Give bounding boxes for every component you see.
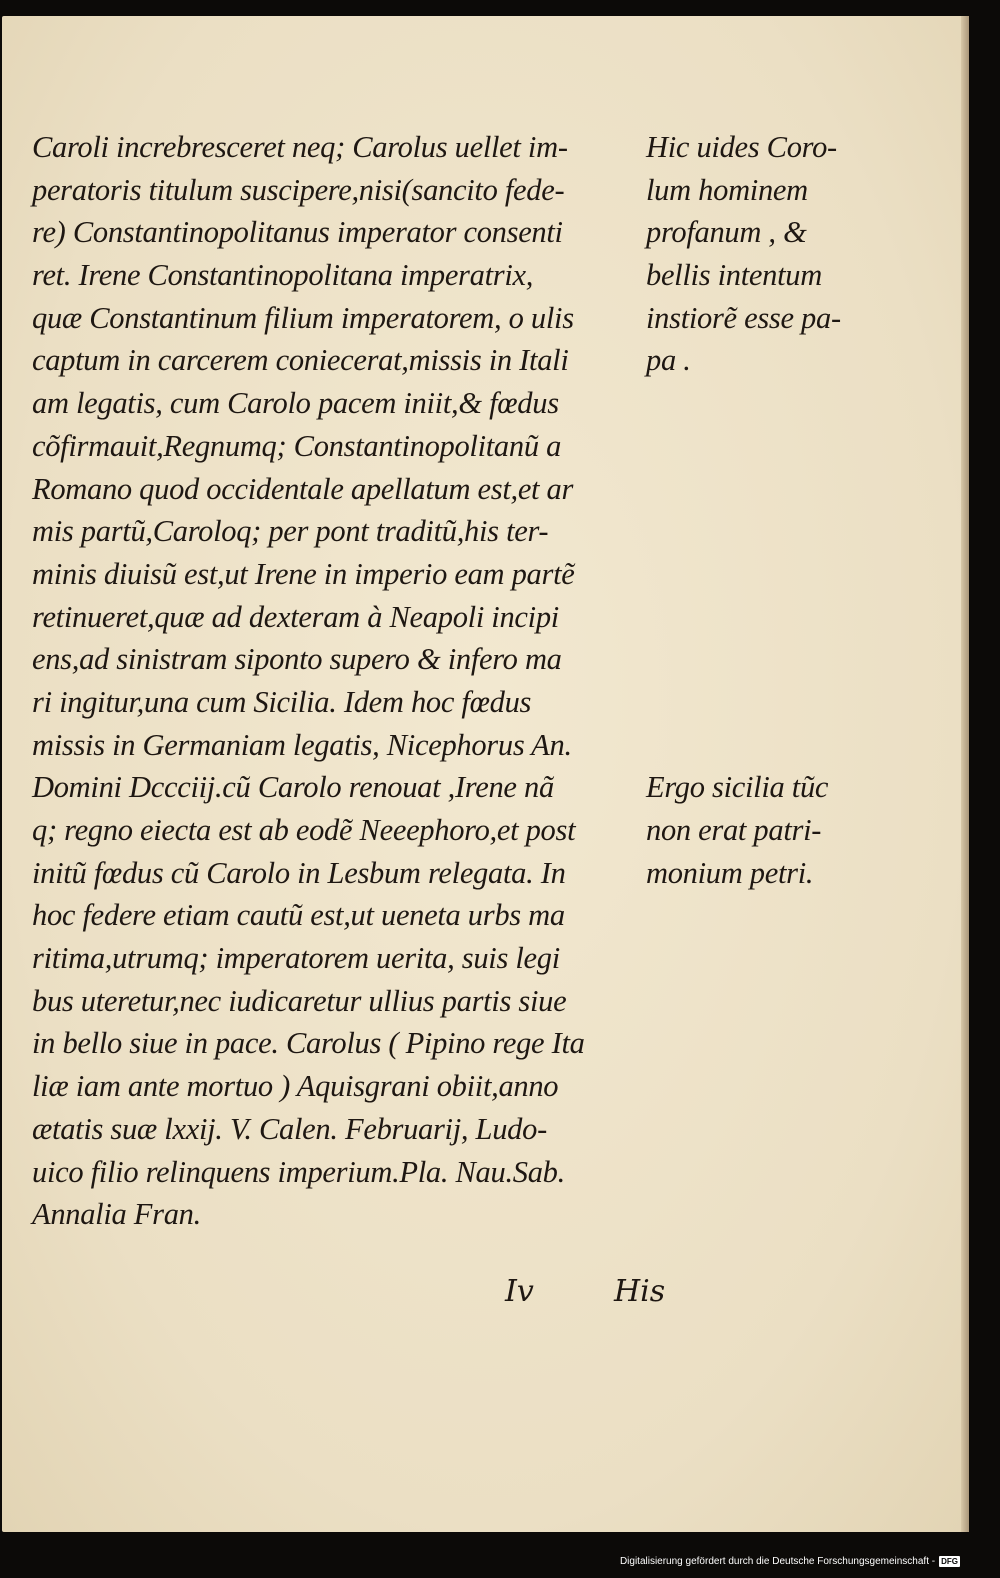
text-line: uico filio relinquens imperium.Pla. Nau.Sab.: [32, 1154, 565, 1189]
text-line: Domini Dccciij.cũ Carolo renouat ,Irene nã: [32, 770, 554, 805]
margin-note-line: pa .: [646, 343, 691, 378]
text-line: missis in Germaniam legatis, Nicephorus An.: [32, 727, 572, 762]
text-line: retinueret,quæ ad dexteram à Neapoli incipi: [32, 599, 559, 634]
margin-note-line: [646, 468, 841, 511]
text-line: re) Constantinopolitanus imperator consenti: [32, 215, 563, 250]
text-line: mis partũ,Caroloq; per pont traditũ,his ter-: [32, 514, 549, 549]
text-line: Caroli increbresceret neq; Carolus uellet im-: [32, 130, 568, 164]
margin-note-line: non erat patri-: [646, 813, 822, 847]
text-line: peratoris titulum suscipere,nisi(sancito fede-: [32, 172, 565, 207]
margin-note-line: [646, 382, 841, 425]
margin-note-line: [646, 553, 841, 596]
catchword: His: [614, 1274, 666, 1309]
marginal-notes: [646, 126, 841, 894]
page-edge-shadow: [961, 16, 969, 1532]
margin-note-line: instiorẽ esse pa-: [646, 300, 841, 335]
text-line: in bello siue in pace. Carolus ( Pipino rege Ita: [32, 1026, 585, 1061]
digitization-footer: [620, 1551, 960, 1571]
text-line: ret. Irene Constantinopolitana imperatrix,: [32, 258, 534, 293]
text-line: quæ Constantinum filium imperatorem, o ulis: [32, 300, 574, 335]
margin-note-line: monium petri.: [646, 855, 814, 890]
margin-note-line: [646, 681, 841, 724]
signature-mark: Iv: [505, 1274, 534, 1309]
text-line: am legatis, cum Carolo pacem iniit,& fœdus: [32, 386, 559, 421]
text-line: liæ iam ante mortuo ) Aquisgrani obiit,anno: [32, 1069, 559, 1104]
margin-note-line: bellis intentum: [646, 258, 822, 293]
text-line: cõfirmauit,Regnumq; Constantinopolitanũ a: [32, 428, 562, 463]
text-line: initũ fœdus cũ Carolo in Lesbum relegata. In: [32, 855, 566, 890]
text-line: hoc federe etiam cautũ est,ut ueneta urbs ma: [32, 898, 565, 933]
margin-note-line: [646, 510, 841, 553]
text-line: ritima,utrumq; imperatorem uerita, suis legi: [32, 941, 560, 976]
margin-note-line: [646, 724, 841, 767]
margin-note-line: [646, 425, 841, 468]
text-line: ætatis suæ lxxij. V. Calen. Februarij, Ludo-: [32, 1111, 547, 1146]
dfg-logo: DFG: [941, 1556, 958, 1566]
text-line: Annalia Fran.: [32, 1197, 201, 1232]
margin-note-line: Ergo sicilia tũc: [646, 770, 829, 805]
margin-note-line: Hic uides Coro-: [646, 130, 837, 164]
text-line: ri ingitur,una cum Sicilia. Idem hoc fœdus: [32, 684, 532, 719]
text-line: q; regno eiecta est ab eodẽ Neeephoro,et post: [32, 813, 576, 847]
margin-note-line: lum hominem: [646, 172, 808, 207]
text-line: Romano quod occidentale apellatum est,et ar: [32, 471, 574, 506]
text-line: ens,ad sinistram siponto supero & infero ma: [32, 642, 562, 677]
margin-note-line: [646, 596, 841, 639]
book-page: [2, 16, 969, 1532]
footer-credit-text: Digitalisierung gefördert durch die Deutsche Forschungsgemeinschaft -: [619, 1555, 936, 1567]
text-line: minis diuisũ est,ut Irene in imperio eam partẽ: [32, 556, 575, 591]
margin-note-line: profanum , &: [646, 215, 807, 250]
margin-note-line: [646, 638, 841, 681]
main-text-block: [32, 126, 585, 1236]
text-line: bus uteretur,nec iudicaretur ullius partis siue: [32, 983, 567, 1018]
text-line: captum in carcerem coniecerat,missis in Itali: [32, 343, 569, 378]
